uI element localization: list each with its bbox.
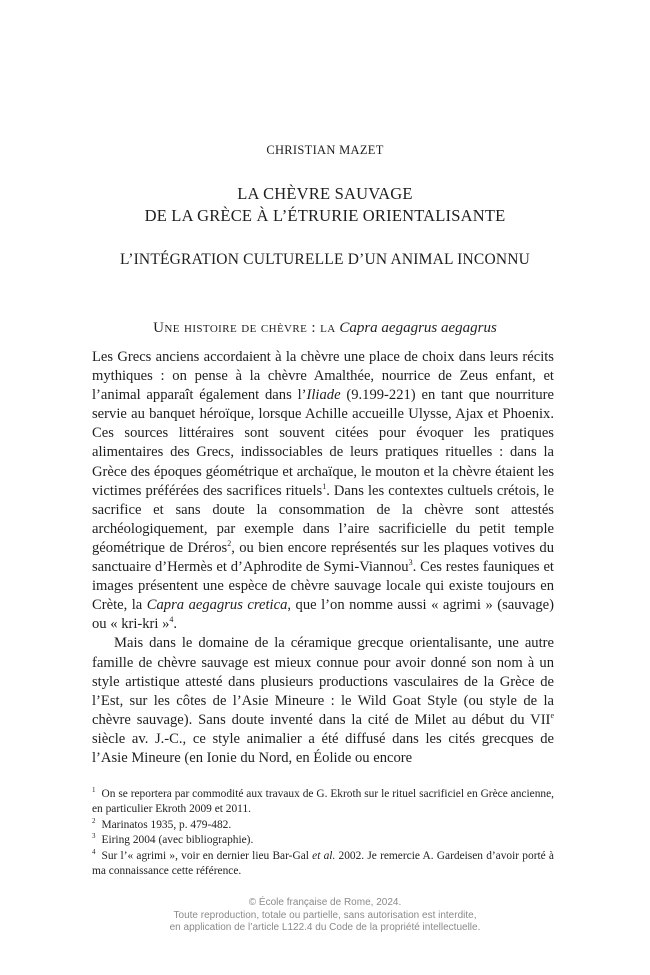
century-superscript: e <box>550 710 554 720</box>
paragraph-1-text: Les Grecs anciens accordaient à la chèvre une place de choix dans leurs récits mythiques : on pense à la chèvre Amalthée, nourrice de Zeus enfant, et l’animal apparaît également dans l’ <box>92 349 554 404</box>
footnote-ref-2: 2 <box>227 539 232 549</box>
paragraph-1 <box>92 348 554 634</box>
footnote-2 <box>92 818 554 833</box>
title-line-2: DE LA GRÈCE À L’ÉTRURIE ORIENTALISANTE <box>144 206 506 225</box>
paragraph-2 <box>92 634 554 768</box>
section-heading <box>0 320 650 337</box>
footnote-3 <box>92 833 554 848</box>
article-subtitle: L’INTÉGRATION CULTURELLE D’UN ANIMAL INCONNU <box>119 251 531 268</box>
section-heading-text: Une histoire de chèvre : la <box>153 320 336 336</box>
paragraph-2-text: siècle av. J.-C., ce style animalier a été diffusé dans les cités grecques de l’Asie Mineure (en Ionie du Nord, en Éolide ou encore <box>92 730 554 766</box>
title-line-1: LA CHÈVRE SAUVAGE <box>237 184 413 203</box>
footnote-text: Marinatos 1935, p. 479-482. <box>101 818 232 831</box>
footnotes <box>92 787 554 879</box>
body-text <box>92 348 554 768</box>
paragraph-1-text: . Dans les contextes cultuels crétois, le sacrifice et sans doute la consommation de la chèvre sont attestés archéologiquement, par exemple dans l’aire sacrificielle du petit temple géométrique de Dréros <box>92 482 554 556</box>
et-al-italic: et al. <box>312 849 336 862</box>
paragraph-1-text: . Ces restes fauniques et images présentent une espèce de chèvre sauvage locale qui existe toujours en Crète, la <box>92 559 554 614</box>
footnote-ref-3: 3 <box>408 558 413 568</box>
copyright-line-3: en application de l’article L122.4 du Code de la propriété intellectuelle. <box>169 922 481 934</box>
footnote-number: 1 <box>92 786 96 795</box>
author-name: CHRISTIAN MAZET <box>266 143 384 157</box>
footnote-text: 2002. Je remercie A. Gardeisen d’avoir porté à ma connaissance cette référence. <box>92 849 554 878</box>
iliade-italic: Iliade <box>306 387 341 404</box>
species-italic: Capra aegagrus cretica <box>146 597 288 614</box>
footnote-1 <box>92 787 554 818</box>
article-title <box>0 183 650 227</box>
footnote-4 <box>92 849 554 880</box>
footnote-number: 3 <box>92 832 96 841</box>
footnote-ref-4: 4 <box>169 615 174 625</box>
copyright-line-2: Toute reproduction, totale ou partielle, sans autorisation est interdite, <box>173 909 477 921</box>
footnote-number: 4 <box>92 847 96 856</box>
paragraph-2-text: Mais dans le domaine de la céramique grecque orientalisante, une autre famille de chèvre sauvage est mieux connue pour avoir donné son nom à un style artistique attesté dans plusieurs productions vasculaires de la Grèce de l’Est, sur les côtes de l’Asie Mineure : le Wild Goat Style (ou style de la chèvre sauvage). Sans doute inventé dans la cité de Milet au début du VII <box>92 635 554 728</box>
paragraph-1-text: , que l’on nomme aussi « agrimi » (sauvage) ou « kri-kri » <box>92 597 554 633</box>
copyright-footer <box>0 897 650 935</box>
paragraph-1-text: . <box>173 616 178 633</box>
paragraph-1-text: , ou bien encore représentés sur les plaques votives du sanctuaire d’Hermès et d’Aphrodite de Symi-Viannou <box>92 539 554 576</box>
footnote-number: 2 <box>92 817 96 826</box>
copyright-line-1: © École française de Rome, 2024. <box>248 897 402 908</box>
footnote-text: On se reportera par commodité aux travaux de G. Ekroth sur le rituel sacrificiel en Grèce ancienne, en particulier Ekroth 2009 et 2011. <box>92 788 554 816</box>
paragraph-1-text: (9.199-221) en tant que nourriture servie au banquet héroïque, lorsque Achille accueille Ulysse, Ajax et Phoenix. Ces sources littéraires sont souvent citées pour évoquer les pratiques alimentaires des Grecs, indissociables de leurs pratiques rituelles : dans la Grèce des époques géométrique et archaïque, le mouton et la chèvre étaient les victimes préférées des sacrifices rituels <box>92 387 554 499</box>
footnote-text: Sur l’« agrimi », voir en dernier lieu Bar-Gal <box>101 849 313 862</box>
footnote-ref-1: 1 <box>322 481 327 491</box>
section-heading-species: Capra aegagrus aegagrus <box>339 320 497 336</box>
footnote-text: Eiring 2004 (avec bibliographie). <box>101 834 254 847</box>
